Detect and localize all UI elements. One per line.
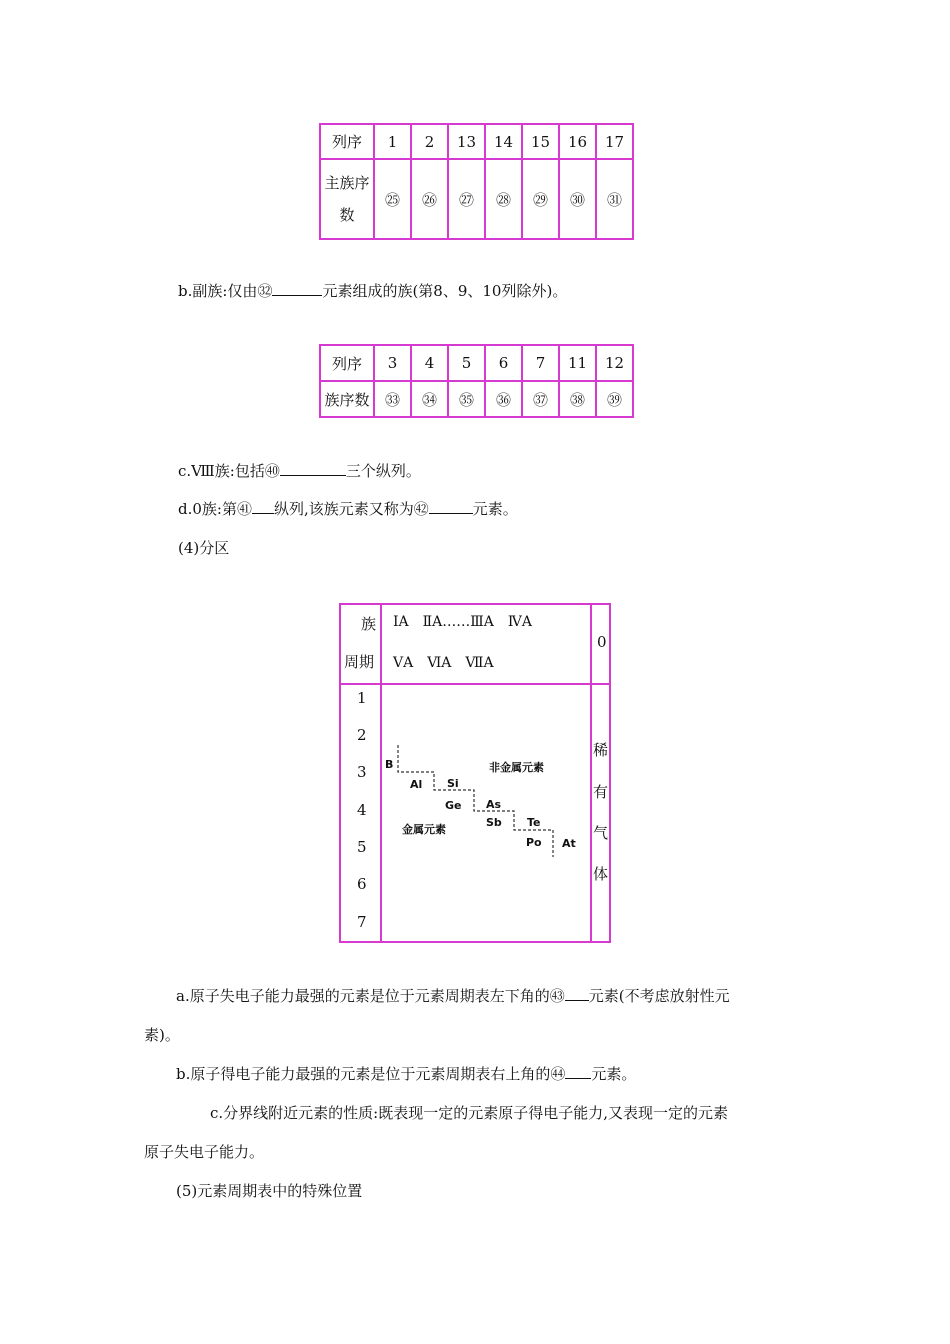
table-cell-marker: ㊳	[559, 381, 596, 417]
period-number: 5	[357, 838, 367, 856]
answer-blank	[252, 499, 274, 514]
table-cell-marker: ㉙	[522, 159, 559, 239]
para-b-marker: ㊹	[550, 1065, 566, 1083]
para-c-line1: c.分界线附近元素的性质:既表现一定的元素原子得电子能力,又表现一定的元素	[210, 1104, 728, 1122]
table-header-label: 列序	[320, 345, 374, 381]
answer-blank	[565, 986, 589, 1001]
table-cell-marker: ㉖	[411, 159, 448, 239]
noble-gas-char: 稀	[593, 741, 609, 759]
table-col-header: 2	[411, 124, 448, 159]
periodic-zone-diagram	[339, 603, 611, 943]
main-group-table	[319, 123, 634, 240]
corner-group-label: 族	[361, 615, 377, 633]
corner-period-label: 周期	[344, 653, 375, 671]
table-col-header: 16	[559, 124, 596, 159]
table-cell-marker: ㉞	[411, 381, 448, 417]
element-symbol: As	[486, 798, 502, 811]
table-cell-marker: ㉘	[485, 159, 522, 239]
table-cell-marker: ㉟	[448, 381, 485, 417]
group-header-line: ⅠA ⅡA……ⅢA ⅣA	[393, 614, 532, 630]
element-symbol: Sb	[486, 816, 502, 829]
period-number: 6	[357, 875, 367, 893]
table-col-header: 1	[374, 124, 411, 159]
element-symbol: Al	[410, 778, 423, 791]
table-cell-marker: ㉝	[374, 381, 411, 417]
period-number: 2	[357, 726, 367, 744]
element-symbol: Si	[447, 777, 459, 790]
table-row-label: 族序数	[320, 381, 374, 417]
para-c-line2: 原子失电子能力。	[144, 1143, 265, 1161]
table-cell-marker: ㊴	[596, 381, 633, 417]
line-d-marker: ㊶	[236, 500, 252, 518]
table-col-header: 3	[374, 345, 411, 381]
line-c-marker: ㊵	[264, 462, 280, 480]
element-symbol: B	[385, 758, 394, 771]
para-a-suffix: 元素(不考虑放射性元	[588, 987, 730, 1005]
section-5-title: (5)元素周期表中的特殊位置	[176, 1182, 363, 1200]
noble-gas-char: 气	[593, 824, 609, 842]
table-cell-marker: ㉕	[374, 159, 411, 239]
period-number: 7	[357, 913, 367, 931]
noble-gas-char: 有	[593, 783, 609, 801]
element-symbol: Ge	[445, 799, 462, 812]
line-b-prefix: b.副族:仅由	[178, 282, 258, 300]
period-number: 1	[357, 689, 367, 707]
answer-blank	[429, 499, 473, 514]
table-cell-marker: ㉚	[559, 159, 596, 239]
para-b	[176, 1063, 636, 1084]
element-symbol: Po	[526, 836, 542, 849]
noble-gas-char: 体	[593, 865, 609, 883]
nonmetal-label: 非金属元素	[489, 761, 544, 774]
element-symbol: Te	[527, 816, 541, 829]
para-a-marker: ㊸	[549, 987, 565, 1005]
row-label-line: 主族序	[324, 174, 370, 192]
line-d-suffix: 元素。	[472, 500, 518, 518]
period-number: 4	[357, 801, 367, 819]
line-c-prefix: c.Ⅷ族:包括	[178, 462, 265, 480]
table-col-header: 11	[559, 345, 596, 381]
line-b	[178, 280, 567, 301]
table-col-header: 5	[448, 345, 485, 381]
table-cell-marker: ㊱	[485, 381, 522, 417]
line-d-prefix: d.0族:第	[178, 500, 237, 518]
line-d	[178, 498, 518, 519]
line-c	[178, 460, 421, 481]
table-col-header: 17	[596, 124, 633, 159]
row-label-line: 数	[339, 206, 355, 224]
table-col-header: 6	[485, 345, 522, 381]
para-b-prefix: b.原子得电子能力最强的元素是位于元素周期表右上角的	[176, 1065, 551, 1083]
metal-label: 金属元素	[402, 823, 446, 836]
answer-blank	[280, 461, 346, 476]
table-col-header: 15	[522, 124, 559, 159]
table-header-label: 列序	[320, 124, 374, 159]
group-header-line: ⅤA ⅥA ⅦA	[393, 655, 494, 671]
line-d-marker: ㊷	[413, 500, 429, 518]
table-col-header: 7	[522, 345, 559, 381]
metal-nonmetal-boundary	[339, 603, 611, 943]
table-col-header: 14	[485, 124, 522, 159]
para-a	[176, 985, 730, 1006]
zero-group-label: 0	[597, 633, 607, 651]
table-col-header: 13	[448, 124, 485, 159]
line-d-middle: 纵列,该族元素又称为	[273, 500, 414, 518]
line-c-suffix: 三个纵列。	[345, 462, 421, 480]
para-a-prefix: a.原子失电子能力最强的元素是位于元素周期表左下角的	[176, 987, 550, 1005]
table-cell-marker: ㊲	[522, 381, 559, 417]
table-cell-marker: ㉛	[596, 159, 633, 239]
sub-group-table	[319, 344, 634, 418]
table-col-header: 4	[411, 345, 448, 381]
period-number: 3	[357, 763, 367, 781]
table-col-header: 12	[596, 345, 633, 381]
line-b-suffix: 元素组成的族(第8、9、10列除外)。	[322, 282, 568, 300]
para-a-wrap: 素)。	[144, 1026, 180, 1044]
para-b-suffix: 元素。	[591, 1065, 637, 1083]
answer-blank	[272, 281, 322, 296]
line-b-marker: ㉜	[257, 282, 273, 300]
element-symbol: At	[562, 837, 576, 850]
section-4-title: (4)分区	[178, 539, 230, 557]
table-row-label	[320, 159, 374, 239]
table-cell-marker: ㉗	[448, 159, 485, 239]
answer-blank	[565, 1064, 591, 1079]
